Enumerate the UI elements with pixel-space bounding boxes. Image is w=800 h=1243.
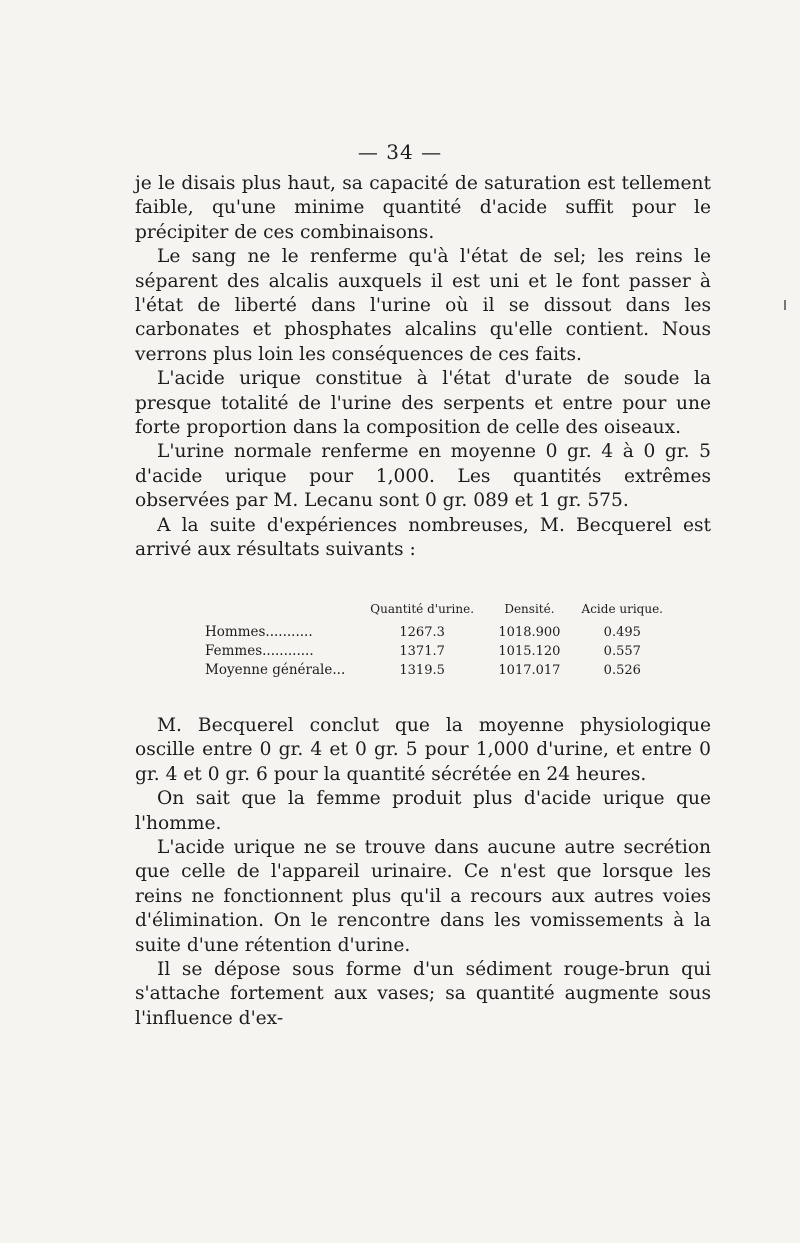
paragraph: je le disais plus haut, sa capacité de saturation est tellement faible, qu'une minime quantité d'acide suffit pour le précipiter de ces combinaisons. [135, 173, 711, 243]
paragraph: L'acide urique ne se trouve dans aucune autre secrétion que celle de l'appareil urinaire. Ce n'est que lorsque les reins ne fonctionnent plus qu'il a recours aux autres voies d'élimination. On le rencontre dans les vomissements à la suite d'une rétention d'urine. [135, 837, 711, 956]
table-cell: Moyenne générale... [205, 662, 346, 678]
page-number: — 34 — [357, 140, 443, 164]
table-cell: 1017.017 [498, 663, 561, 678]
table-header: Acide urique. [581, 602, 663, 616]
table-cell: 1015.120 [498, 644, 561, 659]
table-cell: 0.495 [603, 625, 641, 640]
table-header [205, 600, 355, 623]
table-cell: 1267.3 [399, 625, 445, 640]
body-text-top [135, 172, 711, 563]
body-text-bottom [135, 714, 711, 1031]
table-cell: Hommes........... [205, 624, 313, 640]
table-header-row [205, 600, 675, 623]
table-cell: Femmes............ [205, 643, 314, 659]
paragraph: L'acide urique constitue à l'état d'urate de soude la presque totalité de l'urine des serpents et entre pour une forte proportion dans la composition de celle des oiseaux. [135, 368, 711, 439]
table-cell: 1371.7 [399, 644, 445, 659]
becquerel-table [205, 600, 675, 680]
table-cell: 0.557 [603, 644, 641, 659]
table-header: Quantité d'urine. [370, 602, 475, 616]
paragraph: On sait que la femme produit plus d'acide urique que l'homme. [135, 788, 711, 834]
table-row [205, 623, 675, 642]
ink-mark [784, 300, 786, 310]
paragraph: L'urine normale renferme en moyenne 0 gr. 4 à 0 gr. 5 d'acide urique pour 1,000. Les quantités extrêmes observées par M. Lecanu sont 0 gr. 089 et 1 gr. 575. [135, 441, 711, 512]
table-header: Densité. [504, 602, 555, 616]
paragraph: Il se dépose sous forme d'un sédiment rouge-brun qui s'attache fortement aux vases; sa quantité augmente sous l'influence d'ex- [135, 959, 711, 1029]
table-row [205, 661, 675, 680]
paragraph: A la suite d'expériences nombreuses, M. Becquerel est arrivé aux résultats suivants : [135, 514, 711, 561]
table-cell: 0.526 [603, 663, 641, 678]
data-table [205, 600, 675, 680]
table-cell: 1319.5 [399, 663, 445, 678]
paragraph: M. Becquerel conclut que la moyenne physiologique oscille entre 0 gr. 4 et 0 gr. 5 pour 1,000 d'urine, et entre 0 gr. 4 et 0 gr. 6 pour la quantité sécrétée en 24 heures. [135, 715, 711, 785]
paragraph: Le sang ne le renferme qu'à l'état de sel; les reins le séparent des alcalis auxquels il est uni et le font passer à l'état de liberté dans l'urine où il se dissout dans les carbonates et phosphates alcalins qu'elle contient. Nous verrons plus loin les conséquences de ces faits. [135, 246, 711, 365]
table-row [205, 642, 675, 661]
table-cell: 1018.900 [498, 625, 561, 640]
